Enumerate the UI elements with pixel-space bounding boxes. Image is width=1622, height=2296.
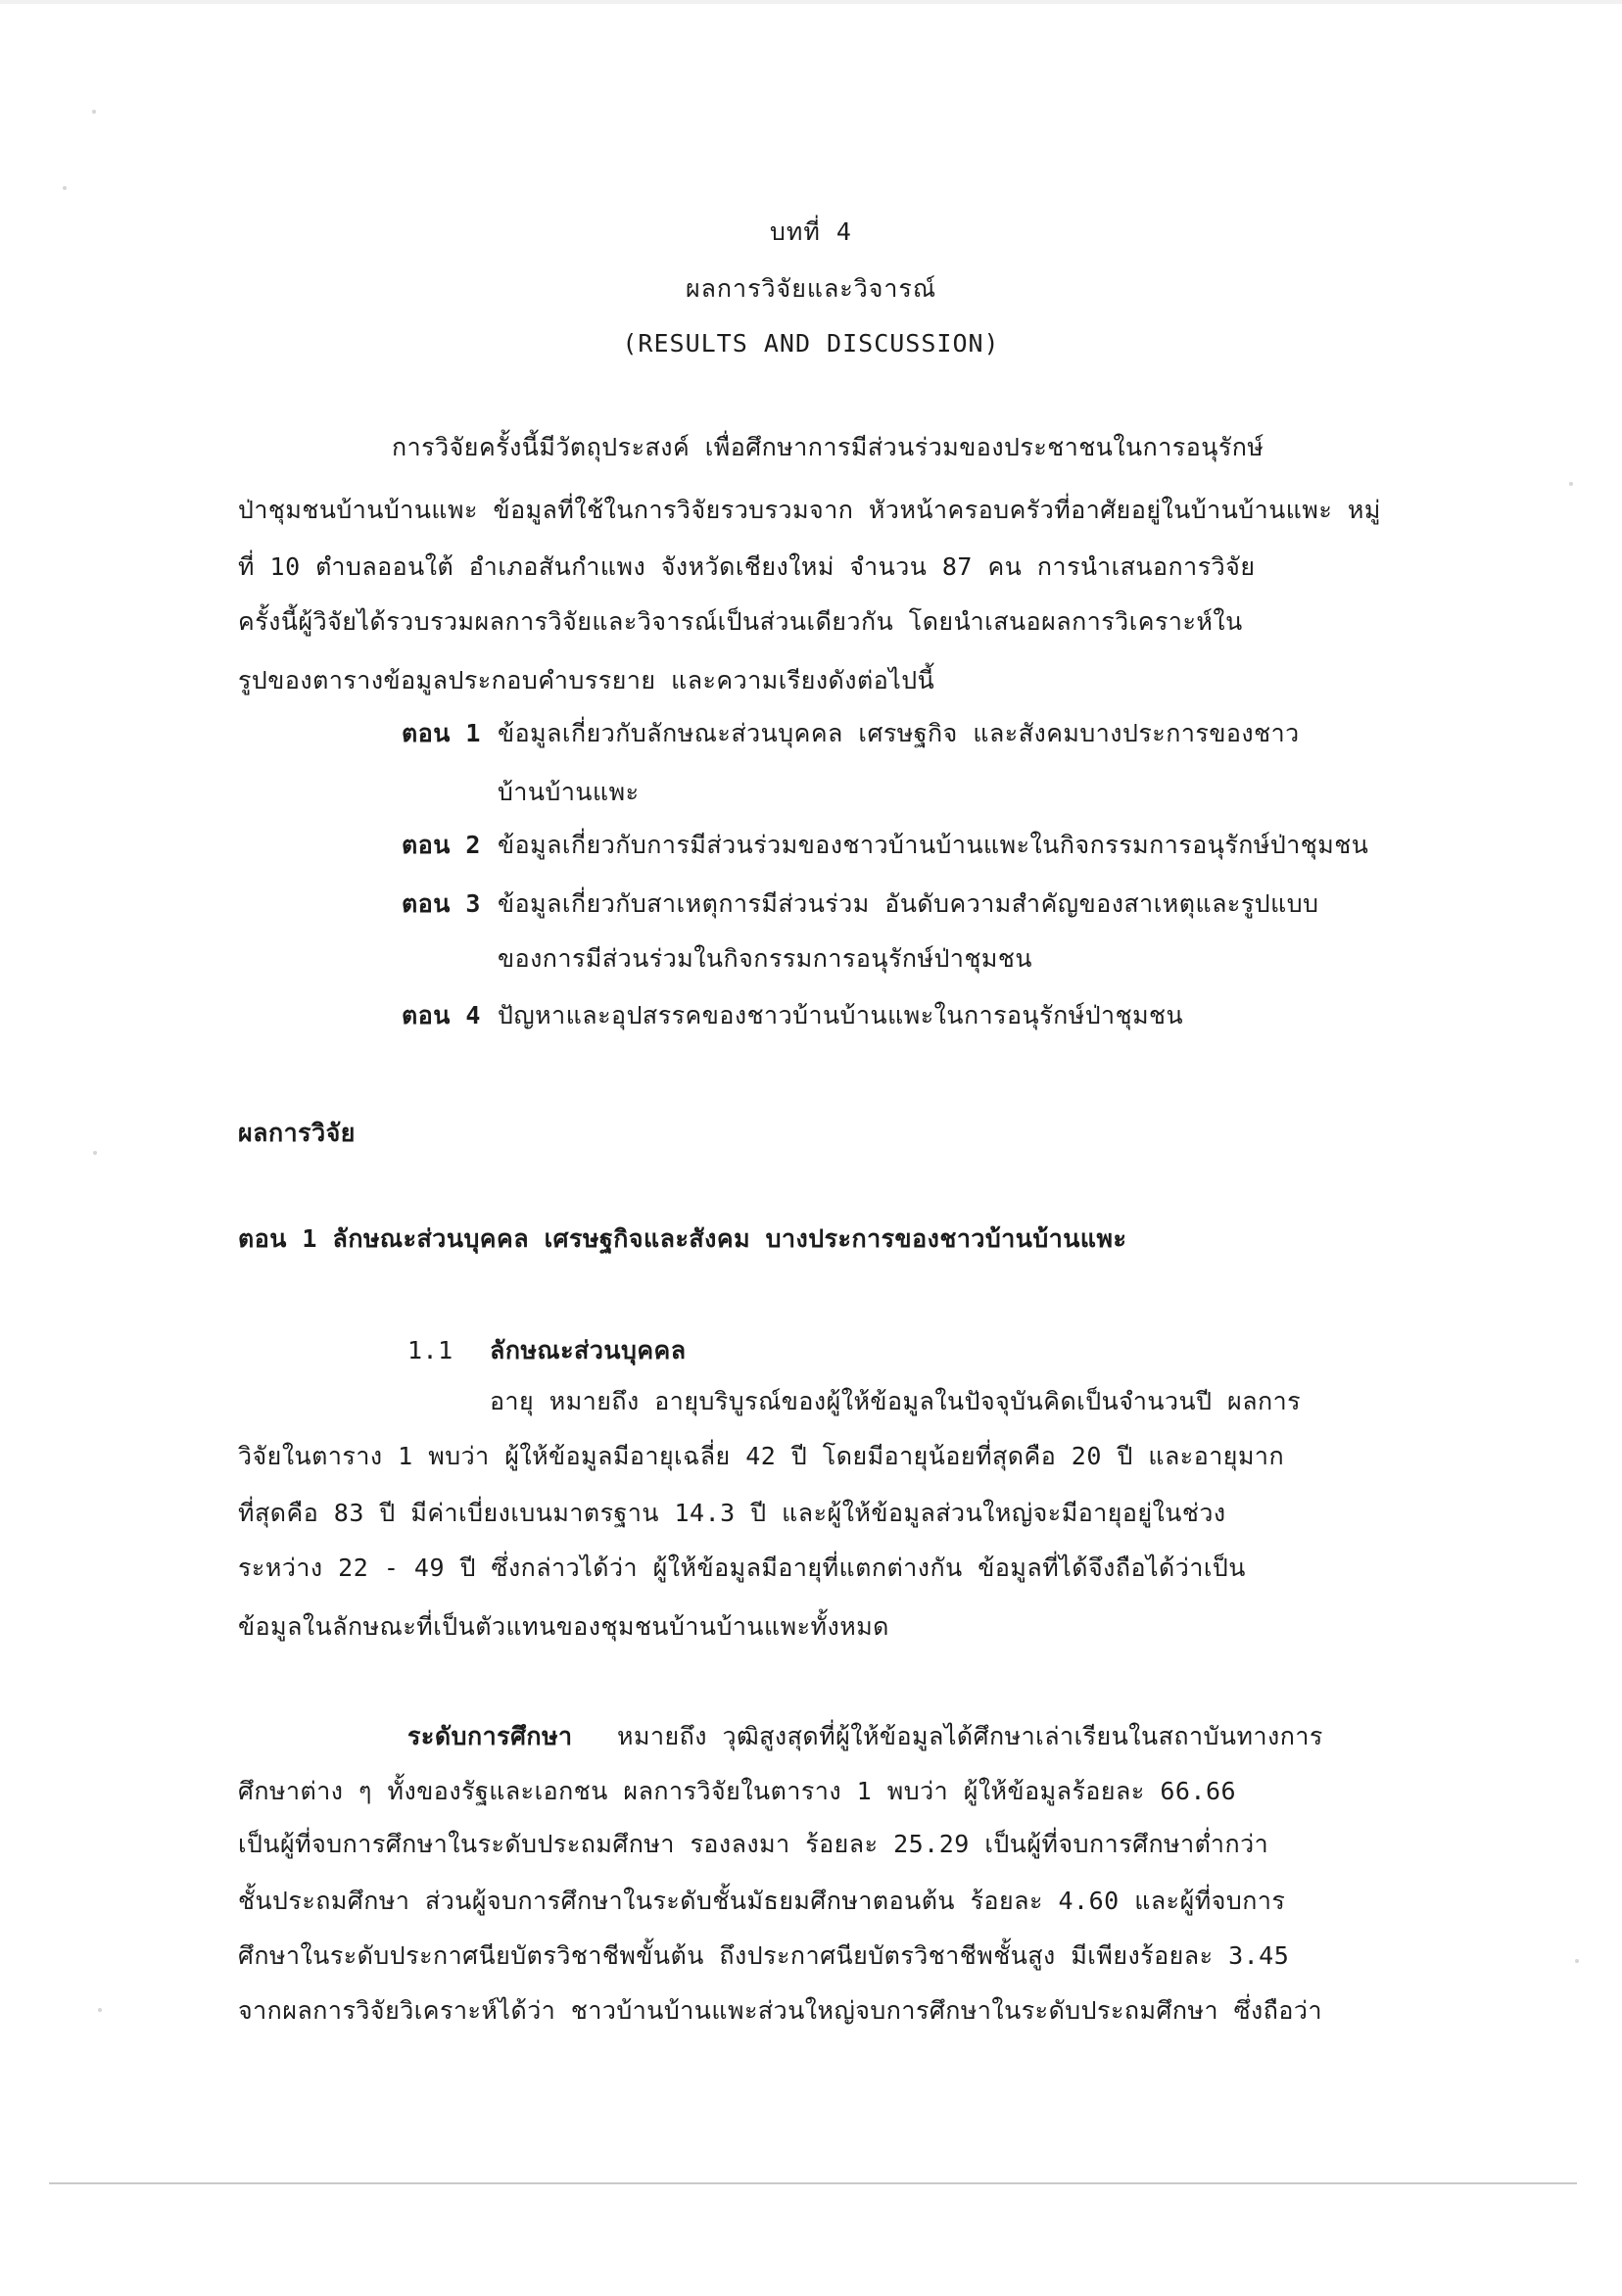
part-text: บ้านบ้านแพะ — [498, 778, 640, 806]
part-text: ข้อมูลเกี่ยวกับสาเหตุการมีส่วนร่วม อันดับความสำคัญของสาเหตุและรูปแบบ — [498, 889, 1319, 918]
paragraph-line: อายุ หมายถึง อายุบริบูรณ์ของผู้ให้ข้อมูลในปัจจุบันคิดเป็นจำนวนปี ผลการ — [490, 1387, 1302, 1415]
paragraph-line: หมายถึง วุฒิสูงสุดที่ผู้ให้ข้อมูลได้ศึกษาเล่าเรียนในสถาบันทางการ — [617, 1722, 1323, 1750]
part-label: ตอน 1 — [402, 719, 481, 747]
paragraph-line: จากผลการวิจัยวิเคราะห์ได้ว่า ชาวบ้านบ้านแพะส่วนใหญ่จบการศึกษาในระดับประถมศึกษา ซึ่งถือว่า — [238, 1996, 1322, 2025]
part-label: ตอน 3 — [402, 889, 481, 918]
part-text: ข้อมูลเกี่ยวกับการมีส่วนร่วมของชาวบ้านบ้านแพะในกิจกรรมการอนุรักษ์ป่าชุมชน — [498, 831, 1369, 859]
paragraph-line: ข้อมูลในลักษณะที่เป็นตัวแทนของชุมชนบ้านบ้านแพะทั้งหมด — [238, 1612, 889, 1641]
chapter-title-thai: ผลการวิจัยและวิจารณ์ — [685, 274, 937, 303]
paragraph-line: วิจัยในตาราง 1 พบว่า ผู้ให้ข้อมูลมีอายุเฉลี่ย 42 ปี โดยมีอายุน้อยที่สุดคือ 20 ปี และอายุมาก — [238, 1442, 1285, 1470]
scan-speck — [92, 110, 96, 114]
scan-speck — [1569, 482, 1573, 486]
paragraph-line: ครั้งนี้ผู้วิจัยได้รวบรวมผลการวิจัยและวิจารณ์เป็นส่วนเดียวกัน โดยนำเสนอผลการวิเคราะห์ใน — [238, 607, 1243, 636]
paragraph-line: ชั้นประถมศึกษา ส่วนผู้จบการศึกษาในระดับชั้นมัธยมศึกษาตอนต้น ร้อยละ 4.60 และผู้ที่จบการ — [238, 1887, 1286, 1915]
subsection-number: 1.1 — [407, 1336, 453, 1364]
paragraph-line: ระหว่าง 22 - 49 ปี ซึ่งกล่าวได้ว่า ผู้ให้ข้อมูลมีอายุที่แตกต่างกัน ข้อมูลที่ได้จึงถือได้ว่าเป็น — [238, 1554, 1246, 1582]
scan-speck — [93, 1151, 97, 1155]
results-heading: ผลการวิจัย — [238, 1119, 356, 1147]
part-text: ของการมีส่วนร่วมในกิจกรรมการอนุรักษ์ป่าชุมชน — [498, 944, 1032, 973]
chapter-number: บทที่ 4 — [770, 217, 852, 246]
paragraph-line: เป็นผู้ที่จบการศึกษาในระดับประถมศึกษา รองลงมา ร้อยละ 25.29 เป็นผู้ที่จบการศึกษาต่ำกว่า — [238, 1830, 1269, 1858]
education-term: ระดับการศึกษา — [407, 1722, 573, 1750]
part-text: ข้อมูลเกี่ยวกับลักษณะส่วนบุคคล เศรษฐกิจ และสังคมบางประการของชาว — [498, 719, 1300, 747]
paragraph-line: ป่าชุมชนบ้านบ้านแพะ ข้อมูลที่ใช้ในการวิจัยรวบรวมจาก หัวหน้าครอบครัวที่อาศัยอยู่ในบ้านบ้านแพะ หมู่ — [238, 496, 1381, 524]
paragraph-line: การวิจัยครั้งนี้มีวัตถุประสงค์ เพื่อศึกษาการมีส่วนร่วมของประชาชนในการอนุรักษ์ — [392, 433, 1264, 461]
paragraph-line: ที่ 10 ตำบลออนใต้ อำเภอสันกำแพง จังหวัดเชียงใหม่ จำนวน 87 คน การนำเสนอการวิจัย — [238, 552, 1256, 581]
chapter-title-english: (RESULTS AND DISCUSSION) — [622, 329, 1000, 358]
part1-heading: ตอน 1 ลักษณะส่วนบุคคล เศรษฐกิจและสังคม บางประการของชาวบ้านบ้านแพะ — [238, 1224, 1127, 1253]
scan-speck — [63, 186, 67, 190]
scan-edge-bottom — [49, 2182, 1577, 2184]
subsection-title: ลักษณะส่วนบุคคล — [490, 1336, 687, 1364]
paragraph-line: ที่สุดคือ 83 ปี มีค่าเบี่ยงเบนมาตรฐาน 14.3 ปี และผู้ให้ข้อมูลส่วนใหญ่จะมีอายุอยู่ในช่วง — [238, 1499, 1226, 1527]
paragraph-line: ศึกษาต่าง ๆ ทั้งของรัฐและเอกชน ผลการวิจัยในตาราง 1 พบว่า ผู้ให้ข้อมูลร้อยละ 66.66 — [238, 1777, 1237, 1805]
scan-speck — [1575, 1959, 1579, 1963]
paragraph-line: ศึกษาในระดับประกาศนียบัตรวิชาชีพขั้นต้น ถึงประกาศนียบัตรวิชาชีพชั้นสูง มีเพียงร้อยละ 3.45 — [238, 1941, 1290, 1970]
part-text: ปัญหาและอุปสรรคของชาวบ้านบ้านแพะในการอนุรักษ์ป่าชุมชน — [498, 1001, 1184, 1029]
scan-speck — [98, 2008, 102, 2012]
part-label: ตอน 2 — [402, 831, 481, 859]
part-label: ตอน 4 — [402, 1001, 481, 1029]
scan-edge-top — [0, 0, 1622, 4]
paragraph-line: รูปของตารางข้อมูลประกอบคำบรรยาย และความเรียงดังต่อไปนี้ — [238, 666, 935, 694]
